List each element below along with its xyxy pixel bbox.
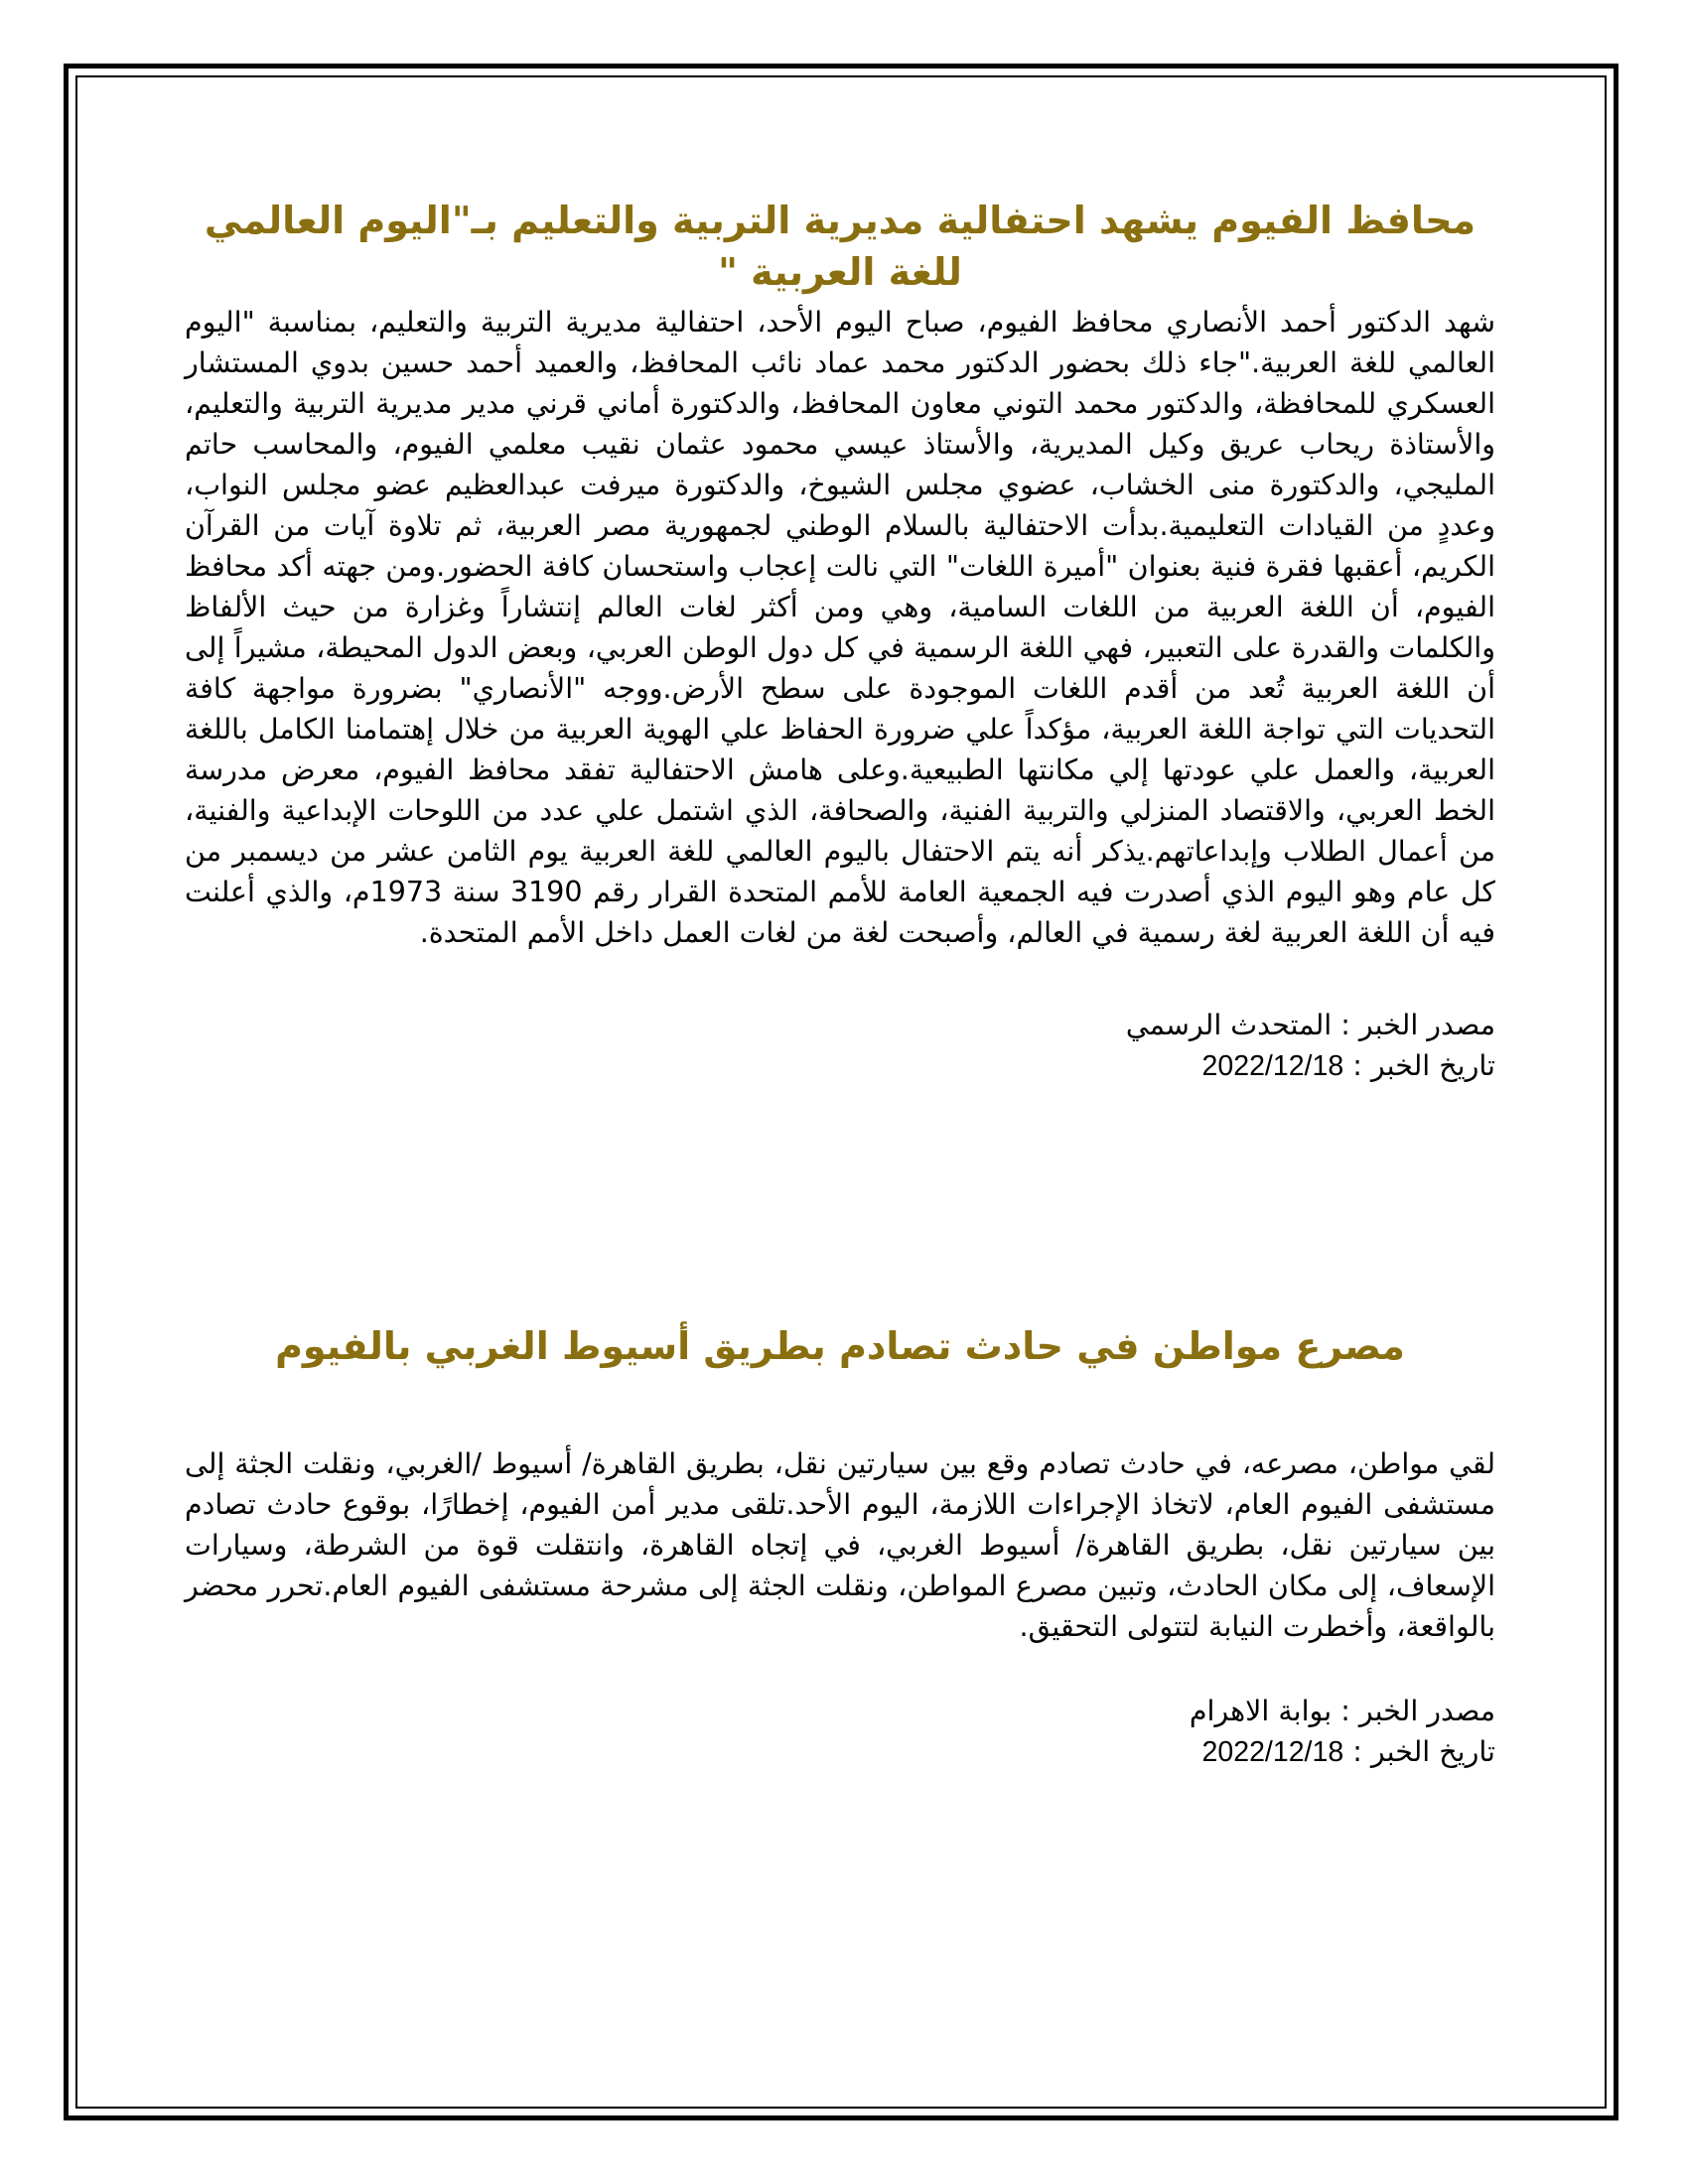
article-meta — [185, 1005, 1495, 1087]
date-label: تاريخ الخبر : — [1352, 1735, 1495, 1768]
news-article — [185, 195, 1495, 1087]
source-label: مصدر الخبر : — [1340, 1695, 1495, 1727]
article-body: لقي مواطن، مصرعه، في حادث تصادم وقع بين سيارتين نقل، بطريق القاهرة/ أسيوط /الغربي، ونقلت الجثة إلى مستشفى الفيوم العام، لاتخاذ الإجراءات اللازمة، اليوم الأحد.تلقى مدير أمن الفيوم، إخطارًا، بوقوع حادث تصادم بين سيارتين نقل، بطريق القاهرة/ أسيوط الغربي، في إتجاه القاهرة، وانتقلت قوة من الشرطة، وسيارات الإسعاف، إلى مكان الحادث، وتبين مصرع المواطن، ونقلت الجثة إلى مشرحة مستشفى الفيوم العام.تحرر محضر بالواقعة، وأخطرت النيابة لتتولى التحقيق. — [185, 1447, 1495, 1643]
date-value: 2022/12/18 — [1201, 1050, 1344, 1082]
news-article — [185, 1320, 1495, 1773]
source-line — [185, 1691, 1495, 1731]
source-line — [185, 1005, 1495, 1045]
date-line — [185, 1731, 1495, 1773]
article-headline: مصرع مواطن في حادث تصادم بطريق أسيوط الغربي بالفيوم — [275, 1324, 1405, 1368]
source-value: المتحدث الرسمي — [1125, 1009, 1333, 1041]
article-meta — [185, 1691, 1495, 1773]
article-body: شهد الدكتور أحمد الأنصاري محافظ الفيوم، صباح اليوم الأحد، احتفالية مديرية التربية والتعليم، بمناسبة "اليوم العالمي للغة العربية."جاء ذلك بحضور الدكتور محمد عماد نائب المحافظ، والعميد أحمد حسين بدوي المستشار العسكري للمحافظة، والدكتور محمد التوني معاون المحافظ، والدكتورة أماني قرني مدير مديرية التربية والتعليم، والأستاذة ريحاب عريق وكيل المديرية، والأستاذ عيسي محمود عثمان نقيب معلمي الفيوم، والمحاسب حاتم المليجي، والدكتورة منى الخشاب، عضوي مجلس الشيوخ، والدكتورة ميرفت عبدالعظيم عضو مجلس النواب، وعددٍ من القيادات التعليمية.بدأت الاحتفالية بالسلام الوطني لجمهورية مصر العربية، ثم تلاوة آيات من القرآن الكريم، أعقبها فقرة فنية بعنوان "أميرة اللغات" التي نالت إعجاب واستحسان كافة الحضور.ومن جهته أكد محافظ الفيوم، أن اللغة العربية من اللغات السامية، وهي ومن أكثر لغات العالم إنتشاراً وغزارة من حيث الألفاظ والكلمات والقدرة على التعبير، فهي اللغة الرسمية في كل دول الوطن العربي، وبعض الدول المحيطة، مشيراً إلى أن اللغة العربية تُعد من أقدم اللغات الموجودة على سطح الأرض.ووجه "الأنصاري" بضرورة مواجهة كافة التحديات التي تواجة اللغة العربية، مؤكداً علي ضرورة الحفاظ علي الهوية العربية من خلال إهتمامنا الكامل باللغة العربية، والعمل علي عودتها إلي مكانتها الطبيعية.وعلى هامش الاحتفالية تفقد محافظ الفيوم، معرض مدرسة الخط العربي، والاقتصاد المنزلي والتربية الفنية، والصحافة، الذي اشتمل علي عدد من اللوحات الإبداعية والفنية، من أعمال الطلاب وإبداعاتهم.يذكر أنه يتم الاحتفال باليوم العالمي للغة العربية يوم الثامن عشر من ديسمبر من كل عام وهو اليوم الذي أصدرت فيه الجمعية العامة للأمم المتحدة القرار رقم 3190 سنة 1973م، والذي أعلنت فيه أن اللغة العربية لغة رسمية في العالم، وأصبحت لغة من لغات العمل داخل الأمم المتحدة. — [185, 306, 1495, 949]
date-value: 2022/12/18 — [1201, 1736, 1344, 1768]
article-headline: محافظ الفيوم يشهد احتفالية مديرية التربية والتعليم بـ"اليوم العالمي للغة العربية " — [204, 199, 1477, 294]
date-line — [185, 1045, 1495, 1087]
date-label: تاريخ الخبر : — [1352, 1049, 1495, 1082]
source-value: بوابة الاهرام — [1189, 1695, 1333, 1727]
source-label: مصدر الخبر : — [1340, 1009, 1495, 1041]
